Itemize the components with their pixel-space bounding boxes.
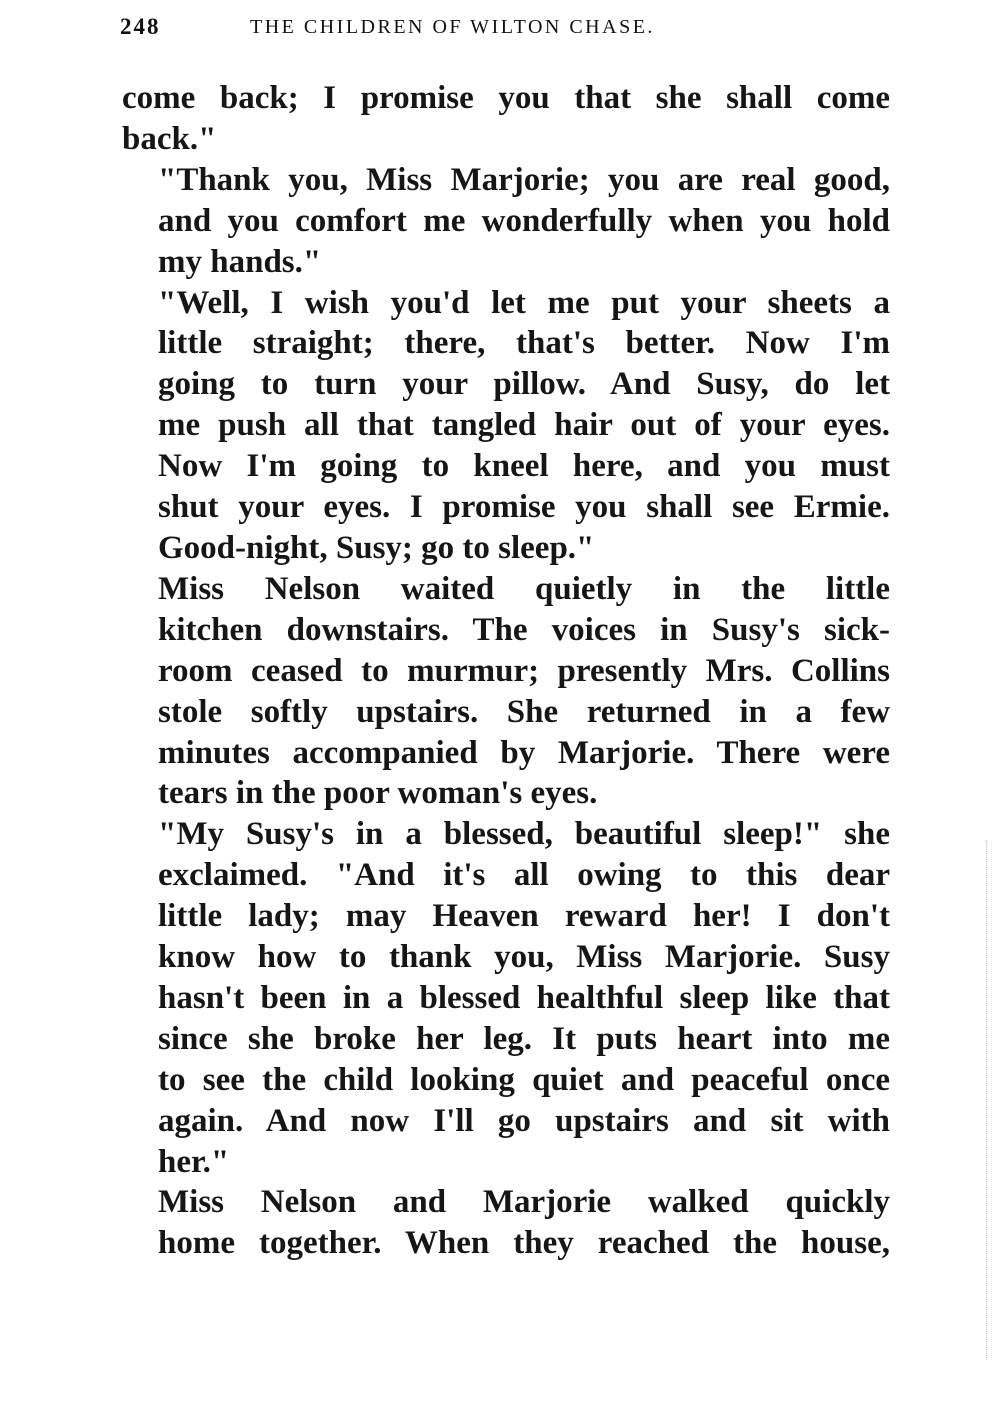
text-line: again. And now I'll go upstairs and sit with [158,1102,890,1139]
text-line: and you comfort me wonderfully when you hold [158,202,890,239]
running-head [120,14,820,48]
text-line: Good-night, Susy; go to sleep." [158,529,595,566]
text-line: going to turn your pillow. And Susy, do let [158,366,890,403]
text-line: Miss Nelson waited quietly in the little [158,570,890,607]
text-line: shut your eyes. I promise you shall see Ermie. [158,489,890,526]
text-line: come back; I promise you that she shall come [122,80,890,116]
text-line: back." [122,120,217,157]
text-line: to see the child looking quiet and peaceful once [158,1061,890,1098]
paragraph [122,569,890,814]
text-line: "My Susy's in a blessed, beautiful sleep!" she [158,816,890,853]
text-line: my hands." [158,243,322,280]
text-line: hasn't been in a blessed healthful sleep like that [158,979,890,1016]
text-line: since she broke her leg. It puts heart into me [158,1020,890,1057]
text-line: stole softly upstairs. She returned in a few [158,693,890,730]
text-line: room ceased to murmur; presently Mrs. Collins [158,652,890,689]
text-line: me push all that tangled hair out of your eyes. [158,407,890,444]
body-text [122,78,890,1264]
text-line: Miss Nelson and Marjorie walked quickly [158,1184,890,1221]
running-title: THE CHILDREN OF WILTON CHASE. [250,16,655,38]
text-line: little lady; may Heaven reward her! I don't [158,898,890,935]
text-line: little straight; there, that's better. Now I'm [158,325,890,362]
text-line: minutes accompanied by Marjorie. There were [158,734,890,771]
scan-edge-mark [986,840,988,1360]
text-line: know how to thank you, Miss Marjorie. Susy [158,939,890,976]
text-line: Now I'm going to kneel here, and you must [158,448,890,485]
text-line: home together. When they reached the house, [158,1225,890,1262]
text-line: tears in the poor woman's eyes. [158,775,598,812]
paragraph [122,160,890,283]
text-line: kitchen downstairs. The voices in Susy's sick- [158,611,890,648]
text-line: exclaimed. "And it's all owing to this dear [158,857,890,894]
paragraph [122,814,890,1182]
text-line: "Well, I wish you'd let me put your sheets a [158,284,890,321]
paragraph [122,78,890,160]
paragraph [122,1182,890,1264]
text-line: her." [158,1143,230,1180]
page-number: 248 [120,14,161,39]
paragraph [122,283,890,569]
text-line: "Thank you, Miss Marjorie; you are real good, [158,161,890,198]
